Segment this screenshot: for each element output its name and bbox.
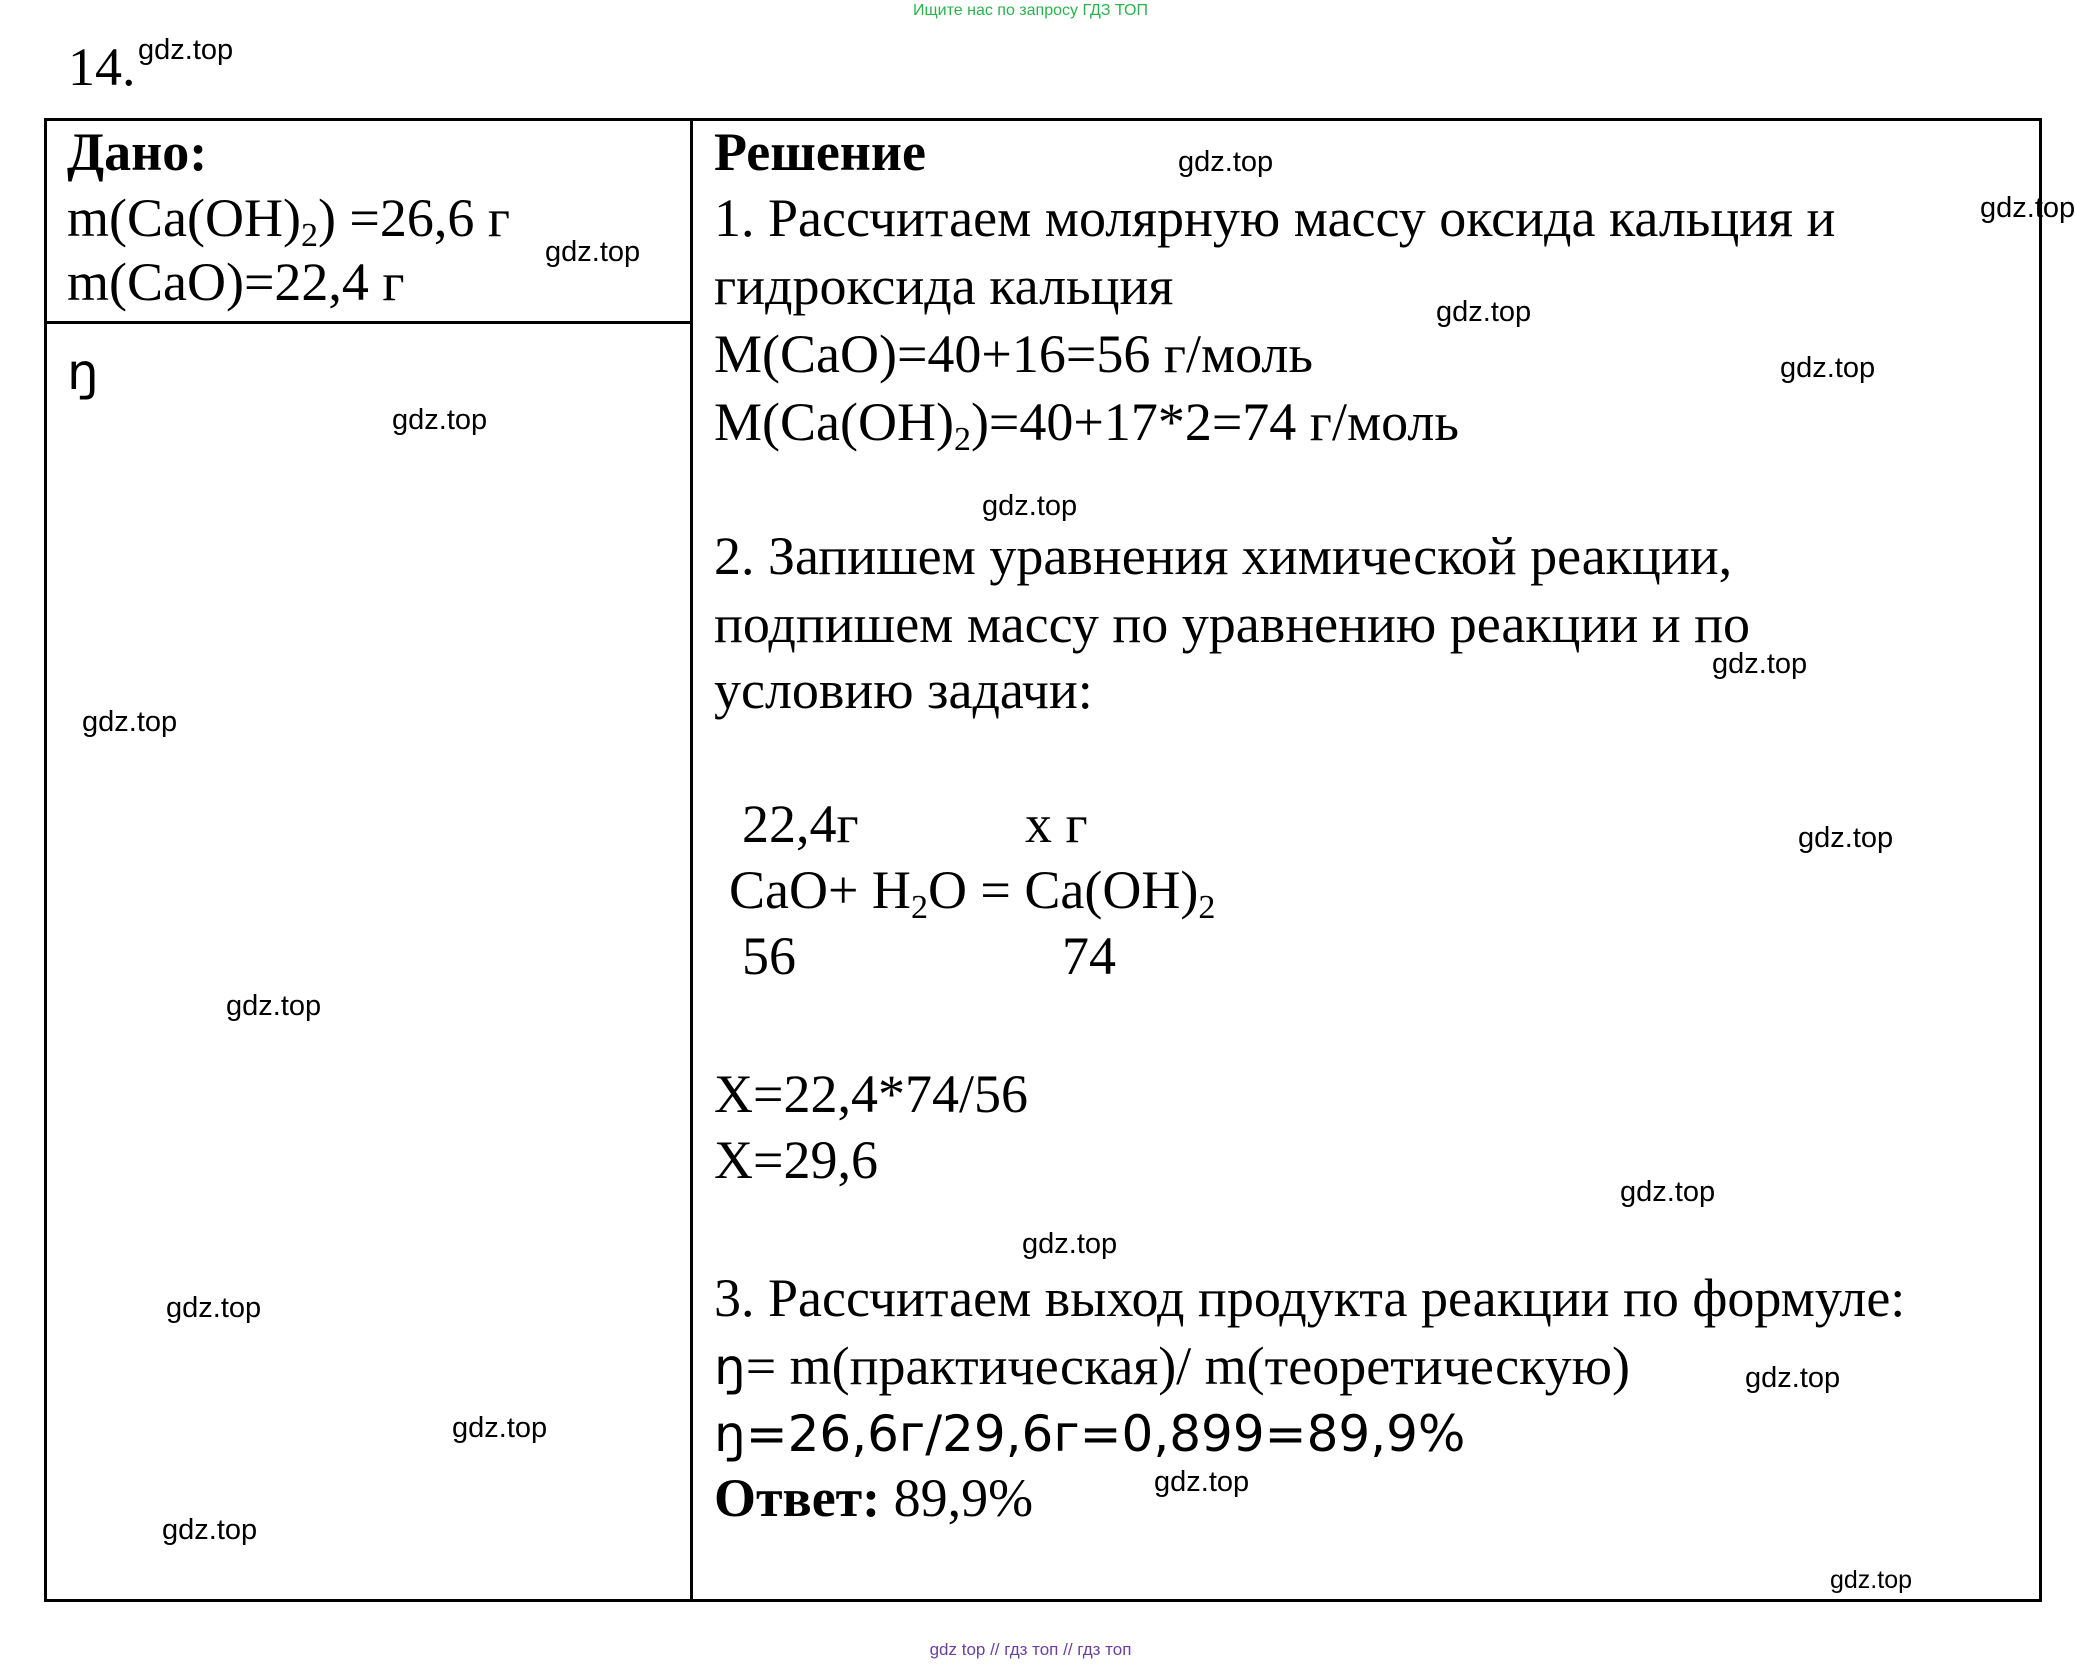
- step3-line1: 3. Рассчитаем выход продукта реакции по формуле:: [714, 1268, 1906, 1328]
- watermark: gdz.top: [166, 1292, 262, 1324]
- footer-links: gdz top // гдз топ // гдз топ: [929, 1640, 1132, 1659]
- watermark: gdz.top: [1154, 1466, 1250, 1498]
- watermark: gdz.top: [1022, 1228, 1118, 1260]
- equation-molar-cao: 56: [742, 926, 796, 986]
- watermark: gdz.top: [1712, 648, 1808, 680]
- molar-mass-caoh2: $M(Ca(OH)_2)=40+17*2=74$ г/моль: [714, 392, 1459, 458]
- equation-molar-caoh2: 74: [1062, 926, 1116, 986]
- search-banner: Ищите нас по запросу ГДЗ ТОП: [913, 2, 1148, 19]
- step1-line2: гидроксида кальция: [714, 256, 1174, 316]
- answer-label: Ответ:: [714, 1468, 881, 1528]
- eta-symbol: ŋ: [714, 1405, 746, 1463]
- given-title: Дано:: [67, 122, 208, 182]
- watermark: gdz.top: [1798, 822, 1894, 854]
- watermark: gdz.top: [226, 990, 322, 1022]
- given-line-caoh2: $m(Ca(OH)_2) =26,6$ г: [67, 188, 511, 254]
- watermark: gdz.top: [1780, 352, 1876, 384]
- watermark: gdz.top: [545, 236, 641, 268]
- step2-line3: условию задачи:: [714, 660, 1093, 720]
- yield-result: ŋ=26,6г/29,6г=0,899=89,9%: [714, 1405, 1466, 1463]
- watermark: gdz.top: [138, 34, 234, 66]
- column-divider: [690, 121, 693, 1599]
- watermark: gdz.top: [1178, 146, 1274, 178]
- solution-table: [44, 118, 2042, 1602]
- watermark: gdz.top: [1980, 192, 2075, 224]
- eta-symbol: ŋ: [714, 1338, 746, 1396]
- equation-mass-unknown: х г: [1025, 794, 1088, 854]
- solution-title: Решение: [714, 122, 926, 182]
- given-divider: [47, 321, 692, 324]
- step2-line2: подпишем массу по уравнению реакции и по: [714, 594, 1751, 654]
- problem-number: 14.: [68, 37, 136, 97]
- watermark: gdz.top: [82, 706, 178, 738]
- step2-line1: 2. Запишем уравнения химической реакции,: [714, 526, 1733, 586]
- calculation-x-value: X=29,6: [714, 1130, 878, 1190]
- calculation-x-formula: X=22,4*74/56: [714, 1064, 1028, 1124]
- watermark: gdz.top: [162, 1514, 258, 1546]
- yield-formula: ŋ= m(практическая)/ m(теоретическую): [714, 1336, 1630, 1396]
- watermark: gdz.top: [392, 404, 488, 436]
- watermark: gdz.top: [452, 1412, 548, 1444]
- watermark: gdz.top: [1436, 296, 1532, 328]
- watermark: gdz.top: [1830, 1566, 1913, 1594]
- watermark: gdz.top: [1620, 1176, 1716, 1208]
- watermark: gdz.top: [1745, 1362, 1841, 1394]
- answer-value: 89,9%: [880, 1468, 1034, 1528]
- find-eta: ŋ: [67, 343, 99, 401]
- given-line-cao: m(CaO)=22,4 г: [67, 252, 405, 312]
- answer: [714, 1465, 1033, 1531]
- reaction-equation: $CaO+ H_2O = Ca(OH)_2$: [729, 860, 1216, 926]
- molar-mass-cao: M(CaO)=40+16=56 г/моль: [714, 324, 1314, 384]
- watermark: gdz.top: [982, 490, 1078, 522]
- equation-mass-given: 22,4г: [742, 794, 859, 854]
- step1-line1: 1. Рассчитаем молярную массу оксида кальция и: [714, 188, 1836, 248]
